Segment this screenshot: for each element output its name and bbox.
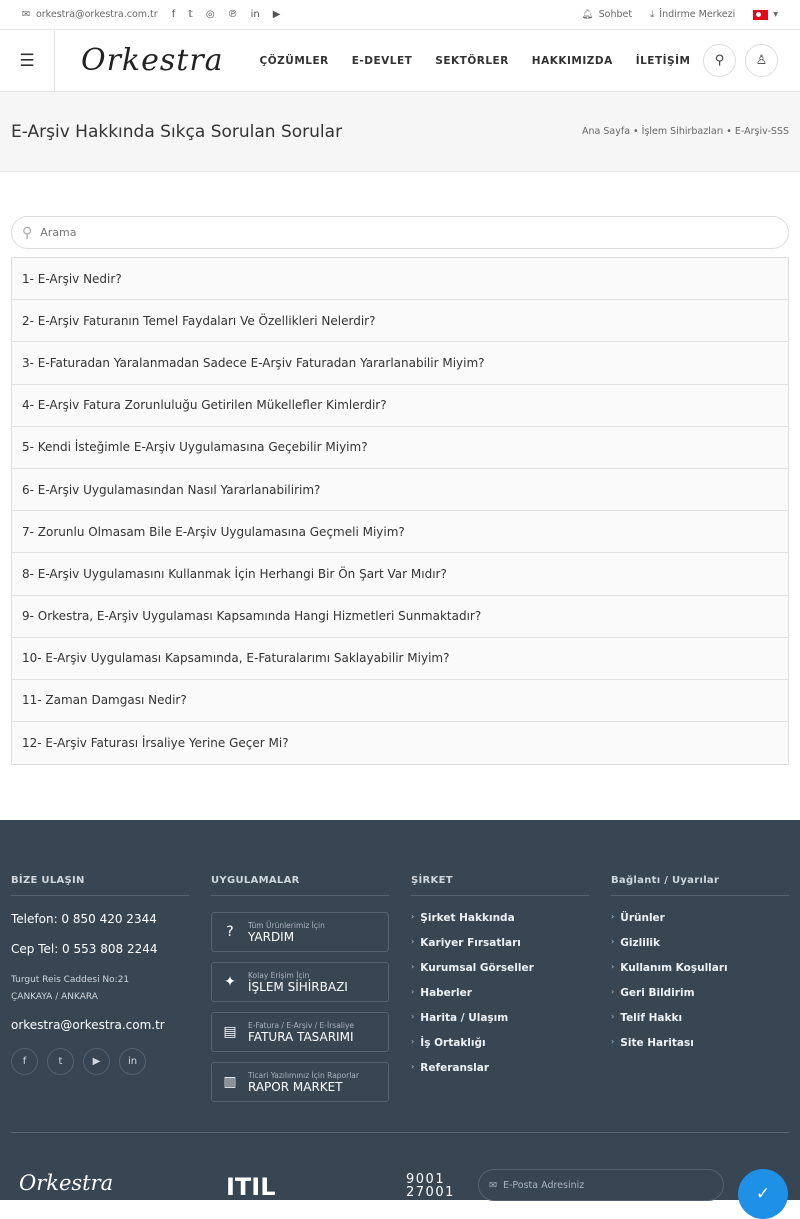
app-small-label: E-Fatura / E-Arşiv / E-İrsaliye [248, 1020, 355, 1030]
app-invoice-design-button[interactable] [211, 1012, 389, 1052]
iso-27001: 27001 [406, 1185, 455, 1200]
footer-link[interactable]: › İş Ortaklığı [411, 1037, 486, 1049]
faq-item[interactable]: 12- E-Arşiv Faturası İrsaliye Yerine Geçer Mi? [12, 722, 788, 764]
address [11, 972, 189, 1006]
faq-item[interactable]: 4- E-Arşiv Fatura Zorunluluğu Getirilen Mükellefler Kimlerdir? [12, 385, 788, 427]
footer-link[interactable]: › Haberler [411, 987, 472, 999]
faq-item[interactable]: 3- E-Faturadan Yaralanmadan Sadece E-Arşiv Faturadan Yararlanabilir Miyim? [12, 342, 788, 384]
download-center-link[interactable] [650, 9, 735, 20]
app-label: İŞLEM SİHİRBAZI [248, 979, 348, 994]
pinterest-icon[interactable]: ℗ [227, 9, 238, 20]
footer-company-title: ŞİRKET [411, 875, 589, 896]
twitter-icon[interactable]: 𝕥 [188, 9, 193, 20]
top-bar [0, 0, 800, 30]
footer-link-label: Haberler [420, 987, 472, 999]
turkish-flag-icon [753, 10, 768, 20]
footer-link-label: Referanslar [420, 1062, 490, 1074]
footer-bottom [11, 1132, 789, 1204]
iso-9001: 9001 [406, 1172, 446, 1187]
footer-social [11, 1048, 189, 1075]
language-selector[interactable] [753, 9, 778, 20]
instagram-icon[interactable]: ◎ [205, 9, 215, 20]
newsletter-input[interactable] [478, 1169, 724, 1201]
title-bar [0, 92, 800, 172]
top-email[interactable] [22, 9, 158, 20]
logo[interactable]: Orkestra [81, 43, 224, 78]
linkedin-icon[interactable]: in [250, 9, 260, 20]
faq-item[interactable]: 9- Orkestra, E-Arşiv Uygulaması Kapsamında Hangi Hizmetleri Sunmaktadır? [12, 596, 788, 638]
footer-link[interactable]: › Harita / Ulaşım [411, 1012, 509, 1024]
footer-link[interactable]: › Kariyer Fırsatları [411, 937, 521, 949]
caret-down-icon: ▾ [773, 9, 778, 20]
search-box [11, 216, 789, 249]
app-small-label: Tüm Ürünlerimiz İçin [248, 920, 325, 930]
newsletter-placeholder: E-Posta Adresiniz [502, 1179, 585, 1191]
envelope-icon: ✉ [22, 9, 30, 20]
footer-link-label: Gizlilik [620, 937, 661, 949]
chat-label: Sohbet [598, 9, 633, 20]
footer-apps-title: UYGULAMALAR [211, 875, 389, 896]
app-label: YARDIM [248, 929, 295, 944]
twitter-icon[interactable]: t [47, 1048, 74, 1075]
footer [0, 820, 800, 1204]
header [0, 30, 800, 92]
breadcrumb[interactable]: Ana Sayfa • İşlem Sihirbazları • E-Arşiv-SSS [582, 126, 789, 137]
download-label: İndirme Merkezi [659, 9, 736, 20]
footer-link-label: Harita / Ulaşım [420, 1012, 509, 1024]
iso-badge [406, 1173, 455, 1199]
youtube-icon[interactable]: ▶ [83, 1048, 110, 1075]
footer-company [411, 875, 589, 1112]
footer-link[interactable]: › Referanslar [411, 1062, 490, 1074]
phone[interactable]: Telefon: 0 850 420 2344 [11, 912, 157, 926]
app-label: RAPOR MARKET [248, 1079, 343, 1094]
itil-logo: ITIL [226, 1173, 276, 1201]
top-email-text: orkestra@orkestra.com.tr [35, 9, 158, 20]
envelope-icon: ✉ [489, 1179, 497, 1191]
footer-link[interactable]: › Kullanım Koşulları [611, 962, 728, 974]
facebook-icon[interactable]: f [11, 1048, 38, 1075]
app-label: FATURA TASARIMI [248, 1029, 354, 1044]
footer-contact-title: BİZE ULAŞIN [11, 875, 189, 896]
footer-link-label: İş Ortaklığı [420, 1037, 486, 1049]
footer-link[interactable]: › Gizlilik [611, 937, 661, 949]
facebook-icon[interactable]: f [171, 9, 176, 20]
search-input[interactable] [40, 226, 740, 239]
menu-icon[interactable]: ☰ [0, 30, 55, 91]
footer-apps [211, 875, 389, 1112]
app-small-label: Kolay Erişim İçin [248, 970, 310, 980]
footer-email[interactable]: orkestra@orkestra.com.tr [11, 1018, 165, 1032]
footer-link[interactable]: › Kurumsal Görseller [411, 962, 534, 974]
footer-contact [11, 875, 189, 1112]
download-icon: ⤓ [650, 9, 655, 20]
footer-link[interactable]: › Şirket Hakkında [411, 912, 515, 924]
main-content [0, 172, 800, 765]
footer-link-label: Şirket Hakkında [420, 912, 515, 924]
mobile-phone[interactable]: Cep Tel: 0 553 808 2244 [11, 942, 158, 956]
main-nav [260, 55, 691, 67]
address-line-1: Turgut Reis Caddesi No:21 [11, 975, 130, 985]
nav-cozumler[interactable]: ÇÖZÜMLER [259, 54, 329, 67]
top-social [172, 9, 281, 20]
youtube-icon[interactable]: ▶ [272, 9, 281, 20]
footer-link[interactable]: › Ürünler [611, 912, 665, 924]
magic-wand-icon: ✦ [224, 974, 236, 990]
app-report-market-button[interactable] [211, 1062, 389, 1102]
address-line-2: ÇANKAYA / ANKARA [11, 992, 98, 1002]
faq-item[interactable]: 1- E-Arşiv Nedir? [12, 258, 788, 300]
faq-item[interactable]: 7- Zorunlu Olmasam Bile E-Arşiv Uygulamasına Geçmeli Miyim? [12, 511, 788, 553]
faq-item[interactable]: 6- E-Arşiv Uygulamasından Nasıl Yararlanabilirim? [12, 469, 788, 511]
footer-link-label: Kullanım Koşulları [620, 962, 728, 974]
bell-icon: 🔔︎ [581, 9, 594, 20]
nav-iletisim[interactable]: İLETİŞİM [635, 54, 691, 67]
invoice-icon: ▤ [223, 1024, 237, 1040]
footer-link-label: Telif Hakkı [620, 1012, 683, 1024]
faq-item[interactable]: 10- E-Arşiv Uygulaması Kapsamında, E-Faturalarımı Saklayabilir Miyim? [12, 638, 788, 680]
nav-sektorler[interactable]: SEKTÖRLER [435, 54, 509, 67]
footer-link-label: Kurumsal Görseller [420, 962, 534, 974]
barcode-icon: ▥ [223, 1074, 237, 1090]
footer-link-label: Site Haritası [620, 1037, 694, 1049]
app-wizard-button[interactable] [211, 962, 389, 1002]
footer-logo: Orkestra [19, 1171, 114, 1195]
footer-link[interactable]: › Telif Hakkı [611, 1012, 683, 1024]
footer-legal [611, 875, 789, 1112]
linkedin-icon[interactable]: in [119, 1048, 146, 1075]
nav-hakkimizda[interactable]: HAKKIMIZDA [531, 54, 613, 67]
app-help-button[interactable] [211, 912, 389, 952]
faq-item[interactable]: 8- E-Arşiv Uygulamasını Kullanmak İçin Herhangi Bir Ön Şart Var Mıdır? [12, 553, 788, 595]
footer-link[interactable]: › Geri Bildirim [611, 987, 695, 999]
footer-link-label: Ürünler [620, 912, 665, 924]
user-icon[interactable]: ♙ [745, 44, 778, 77]
faq-list [11, 257, 789, 765]
subscribe-button[interactable] [738, 1169, 788, 1219]
app-small-label: Ticari Yazılımınız İçin Raporlar [248, 1070, 359, 1080]
search-icon: ⚲ [22, 224, 33, 241]
faq-item[interactable]: 2- E-Arşiv Faturanın Temel Faydaları Ve Özellikleri Nelerdir? [12, 300, 788, 342]
footer-legal-title: Bağlantı / Uyarılar [611, 875, 789, 896]
footer-link-label: Kariyer Fırsatları [420, 937, 521, 949]
footer-link-label: Geri Bildirim [620, 987, 695, 999]
question-icon: ? [226, 924, 234, 940]
chat-link[interactable] [582, 9, 633, 20]
footer-link[interactable]: › Site Haritası [611, 1037, 694, 1049]
faq-item[interactable]: 5- Kendi İsteğimle E-Arşiv Uygulamasına Geçebilir Miyim? [12, 427, 788, 469]
faq-item[interactable]: 11- Zaman Damgası Nedir? [12, 680, 788, 722]
check-icon: ✓ [755, 1184, 771, 1204]
search-icon[interactable]: ⚲ [703, 44, 736, 77]
page-title: E-Arşiv Hakkında Sıkça Sorulan Sorular [11, 121, 343, 142]
nav-e-devlet[interactable]: E-DEVLET [351, 54, 413, 67]
